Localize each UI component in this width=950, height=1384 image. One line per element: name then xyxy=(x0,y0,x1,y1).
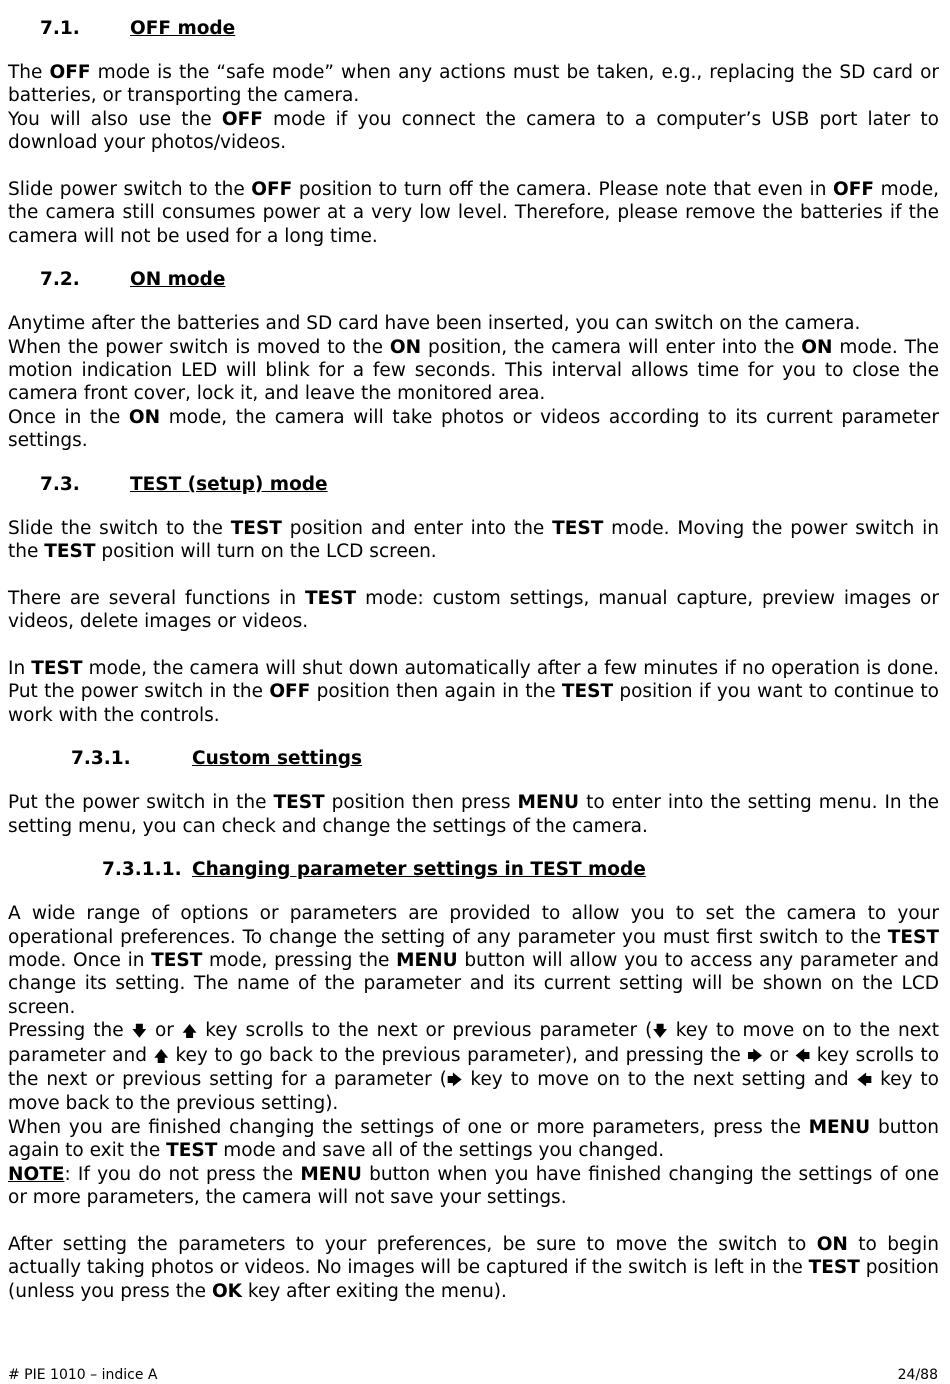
paragraph: Slide power switch to the OFF position to turn off the camera. Please note that even in OFF mode, the camera still consumes power at a very low level. Therefore, please remove the batteries if the camera will not be used for a long time. xyxy=(8,179,939,247)
section-number: 7.3.1.1. xyxy=(102,859,182,881)
right-arrow-icon: 🡆 xyxy=(446,1070,463,1089)
down-arrow-icon: 🡇 xyxy=(652,1022,668,1041)
left-arrow-icon: 🡄 xyxy=(794,1046,811,1065)
paragraph: Put the power switch in the TEST position then press MENU to enter into the setting menu. In the setting menu, you can check and change the settings of the camera. xyxy=(8,792,939,837)
section-title: Custom settings xyxy=(192,748,363,770)
section-number: 7.1. xyxy=(40,18,80,39)
paragraph: Slide the switch to the TEST position and enter into the TEST mode. Moving the power switch in the TEST position will turn on the LCD screen. xyxy=(8,517,940,563)
up-arrow-icon: 🡅 xyxy=(181,1022,198,1041)
document-page xyxy=(8,14,939,1303)
paragraph: You will also use the OFF mode if you connect the camera to a computer’s USB port later to download your photos/videos. xyxy=(8,108,939,154)
left-arrow-icon: 🡄 xyxy=(856,1070,873,1089)
paragraph: Anytime after the batteries and SD card have been inserted, you can switch on the camera. xyxy=(8,313,861,335)
section-number: 7.3.1. xyxy=(71,748,131,770)
paragraph: A wide range of options or parameters are provided to allow you to set the camera to your operational preferences. To change the setting of any parameter you must first switch to the TEST mode. Once in TEST mode, pressing the MENU button will allow you to access any parameter and change its setting. The name of the parameter and its current setting will be shown on the LCD screen. xyxy=(8,903,939,1018)
section-title: ON mode xyxy=(130,269,226,291)
note-paragraph: NOTE: If you do not press the MENU button when you have finished changing the settings of one or more parameters, the camera will not save your settings. xyxy=(8,1163,939,1208)
paragraph: In TEST mode, the camera will shut down automatically after a few minutes if no operation is done. Put the power switch in the OFF position then again in the TEST position if you want to continue to work with the controls. xyxy=(8,658,940,726)
section-title: OFF mode xyxy=(130,18,236,39)
up-arrow-icon: 🡅 xyxy=(153,1046,169,1065)
section-title: Changing parameter settings in TEST mode xyxy=(192,859,646,881)
section-title: TEST (setup) mode xyxy=(130,473,328,495)
paragraph: The OFF mode is the “safe mode” when any actions must be taken, e.g., replacing the SD card or batteries, or transporting the camera. xyxy=(8,62,939,107)
section-heading-7-1 xyxy=(8,14,939,44)
paragraph: Pressing the 🡇 or 🡅 key scrolls to the next or previous parameter (🡇 key to move on to the next parameter and 🡅 key to go back to the previous parameter), and pressing the 🡆 or 🡄 key scrolls to the next or previous setting for a parameter (🡆 key to move on to the next setting and 🡄 key to move back to the previous setting). xyxy=(8,1020,940,1115)
right-arrow-icon: 🡆 xyxy=(747,1046,763,1065)
document-reference: # PIE 1010 – indice A xyxy=(8,1367,158,1383)
down-arrow-icon: 🡇 xyxy=(131,1022,147,1041)
section-number: 7.3. xyxy=(40,473,80,495)
paragraph: Once in the ON mode, the camera will take photos or videos according to its current parameter settings. xyxy=(8,406,939,452)
section-heading-7-3-1-1 xyxy=(8,855,939,885)
section-heading-7-3-1 xyxy=(8,744,939,774)
paragraph: After setting the parameters to your preferences, be sure to move the switch to ON to begin actually taking photos or videos. No images will be captured if the switch is left in the TEST position (unless you press the OK key after exiting the menu). xyxy=(8,1233,939,1302)
paragraph: When you are finished changing the settings of one or more parameters, press the MENU button again to exit the TEST mode and save all of the settings you changed. xyxy=(8,1116,939,1162)
section-heading-7-2 xyxy=(8,265,939,295)
section-heading-7-3 xyxy=(8,470,939,500)
page-number: 24/88 xyxy=(897,1367,938,1383)
section-number: 7.2. xyxy=(40,269,80,291)
paragraph: There are several functions in TEST mode: custom settings, manual capture, preview images or videos, delete images or videos. xyxy=(8,587,939,633)
paragraph: When the power switch is moved to the ON position, the camera will enter into the ON mode. The motion indication LED will blink for a few seconds. This interval allows time for you to close the camera front cover, lock it, and leave the monitored area. xyxy=(8,336,939,405)
page-footer xyxy=(8,1366,938,1384)
